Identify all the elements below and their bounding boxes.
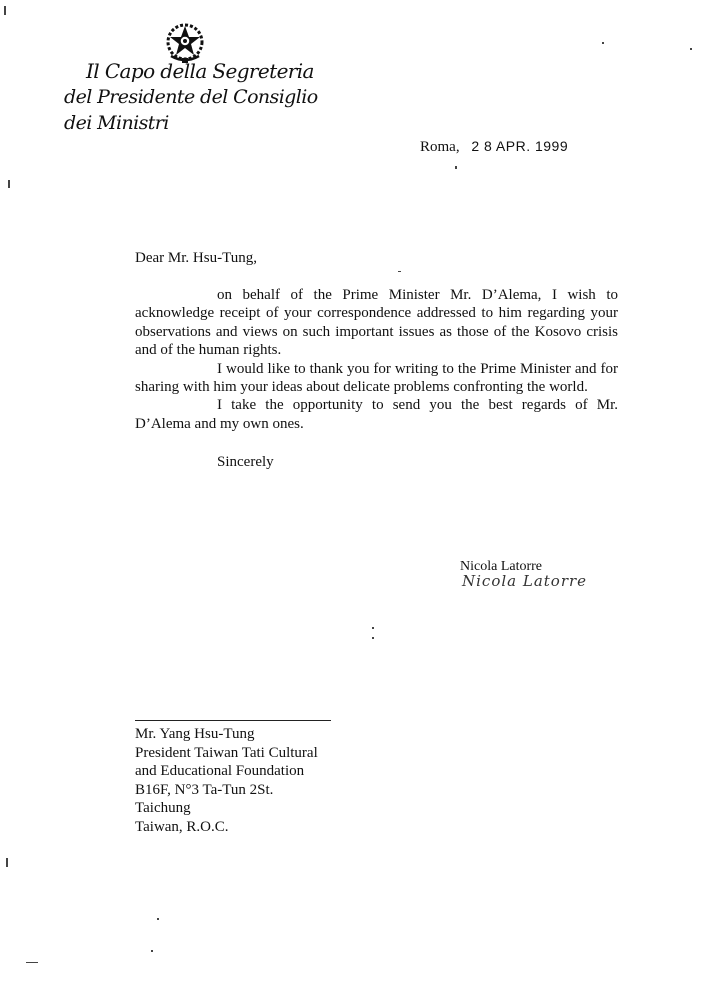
salutation: Dear Mr. Hsu-Tung,	[135, 250, 257, 266]
signatory-name: Nicola Latorre	[460, 559, 543, 574]
address-line-1: Mr. Yang Hsu-Tung	[135, 726, 255, 742]
handwritten-signature: Nicola Latorre	[462, 572, 588, 590]
scan-speck	[455, 166, 457, 169]
scan-speck	[26, 962, 38, 963]
scan-speck	[398, 271, 401, 272]
letterhead-line-2: del Presidente del Consiglio dei Ministri	[64, 86, 318, 134]
address-line-4: B16F, N°3 Ta-Tun 2St.	[135, 781, 274, 798]
body-paragraph-1: on behalf of the Prime Minister Mr. D’Alema, I wish to acknowledge receipt of your correspondence addressed to him regarding your observations and views on such important issues as those of the Kosovo crisis and of the human rights.	[135, 287, 618, 359]
address-divider	[135, 720, 331, 721]
address-line-3: and Educational Foundation	[135, 763, 305, 780]
address-line-6: Taiwan, R.O.C.	[135, 818, 229, 835]
body-paragraph-2: I would like to thank you for writing to the Prime Minister and for sharing with him your ideas about delicate problems confronting the world.	[135, 360, 618, 396]
letterhead	[64, 58, 324, 136]
closing: Sincerely	[217, 454, 274, 470]
letter-body	[135, 286, 618, 433]
scan-speck	[602, 42, 604, 44]
date-stamp: 2 8 APR. 1999	[471, 138, 569, 154]
date-place: Roma,	[420, 139, 460, 155]
letterhead-line-1: Il Capo della Segreteria	[86, 59, 314, 83]
scan-speck	[690, 48, 692, 50]
scan-speck	[372, 627, 374, 629]
scan-speck	[372, 637, 374, 639]
scan-speck	[151, 950, 153, 952]
body-paragraph-3: I take the opportunity to send you the best regards of Mr. D’Alema and my own ones.	[135, 397, 618, 432]
recipient-address	[135, 725, 318, 837]
address-line-5: Taichung	[135, 800, 191, 817]
date-line	[420, 138, 568, 156]
scan-speck	[6, 858, 8, 867]
scan-speck	[8, 180, 10, 188]
scan-speck	[157, 918, 159, 920]
address-line-2: President Taiwan Tati Cultural	[135, 744, 318, 761]
scan-speck	[4, 6, 6, 15]
